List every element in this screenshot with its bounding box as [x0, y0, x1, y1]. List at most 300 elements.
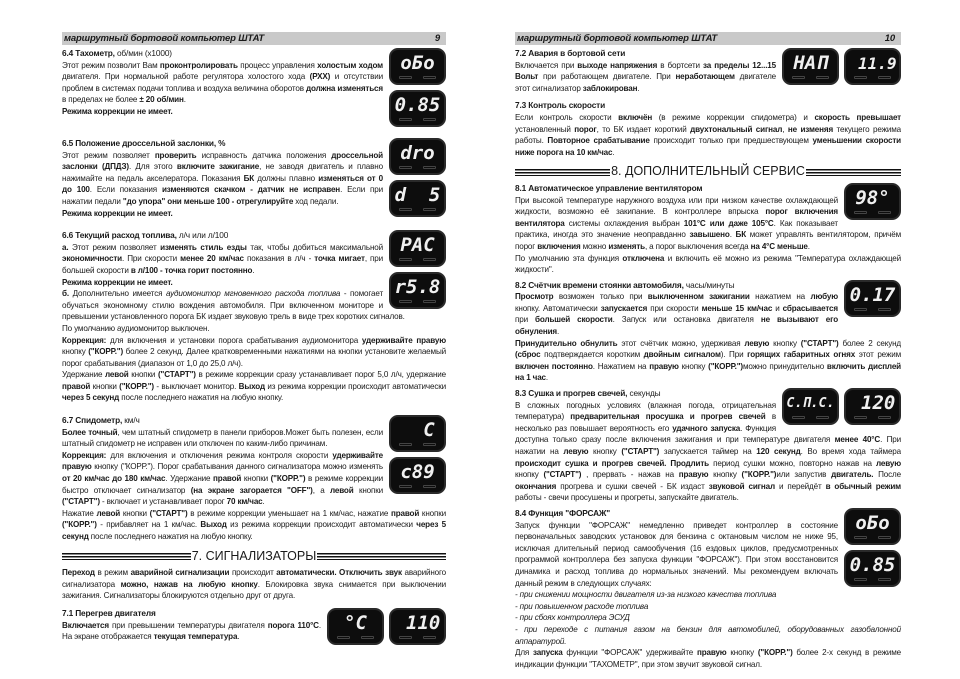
text: и отсутствии проблем в системах подачи топлива и воздуха величина оборотов	[62, 72, 383, 93]
button-indicator-icon	[854, 211, 867, 214]
text: системы охлаждения выбран	[564, 218, 684, 228]
title-text: 8.2 Счётчик времени стоянки автомобиля,	[515, 279, 684, 290]
text: подтверждается коротким	[540, 350, 644, 360]
bold-text: запуска	[532, 648, 563, 658]
text: .	[262, 497, 265, 507]
bold-text: б.	[62, 289, 69, 299]
bold-text: удерживайте правую	[361, 335, 446, 345]
bold-text: Коррекция:	[62, 335, 107, 345]
bold-text: холостым ходом	[317, 60, 383, 70]
bold-text: ("СТАРТ")	[800, 338, 839, 348]
section-7-2-voltage	[515, 48, 901, 94]
bold-text: порог	[574, 124, 597, 134]
bold-text: изменять	[608, 241, 645, 251]
bold-text: левой	[329, 485, 354, 495]
text: этот счётчик можно, удерживая	[617, 338, 745, 348]
bold-text: Более точный	[62, 427, 118, 437]
title-unit: л/ч или л/100	[176, 230, 229, 241]
bold-text: можно, нажав на любую кнопку	[120, 579, 258, 589]
display-images	[782, 48, 901, 85]
bold-text: удачного запуска	[672, 423, 741, 433]
bold-text: через 5 секунд	[62, 520, 446, 541]
bold-text: ("КОРР.")	[757, 648, 793, 658]
section-8-3-spark-plug-drying	[515, 388, 901, 504]
bold-text: Коррекция:	[62, 450, 107, 460]
section-6-4-tachometer	[62, 48, 446, 127]
bold-text: Выход	[200, 520, 227, 530]
title-unit: об/мин (x1000)	[114, 48, 172, 58]
bold-text: Повторное срабатывание	[547, 136, 650, 146]
section-6-5-throttle	[62, 138, 446, 219]
text: , а порог выключения всегда	[644, 241, 751, 251]
lcd-display	[844, 280, 901, 317]
text: После	[873, 470, 901, 480]
text: в бортсети	[657, 60, 704, 70]
text: Запуск функции "ФОРСАЖ" немедленно приведет контроллер в состояние первоначальных заводских установок для бензина с октановым числом не ниже 95, исключая длительный период самообучения (16 ездовых циклов, предусмотренных программой контроллера без запуска функции "ФОРСАЖ"). При этом восстановится динамика и расход топлива до нормальных значений. Мы рекомендуем включать данный режим в следующих случаях:	[515, 520, 838, 588]
button-indicator-icon	[878, 211, 891, 214]
bold-text: правой	[213, 474, 242, 484]
bold-text: точка мигает	[314, 254, 365, 264]
bold-text: левую	[563, 447, 589, 456]
button-indicator-icon	[399, 76, 412, 79]
lcd-display	[782, 48, 839, 85]
section-7-intro	[62, 567, 446, 602]
text: двигателя. При нормальной работе регулятора холостого хода	[62, 72, 310, 82]
text: . При скорости	[121, 254, 181, 264]
bold-text: левую	[744, 338, 770, 348]
text: кнопки	[241, 474, 271, 484]
text: происходит	[229, 568, 277, 578]
text: кнопку	[769, 338, 801, 348]
page-number: 9	[434, 32, 440, 44]
paragraph	[515, 612, 901, 624]
bold-text: горящих габаритных огнях	[747, 350, 856, 360]
text: , чем штатный спидометр в панели приборов.Может быть полезен, если штатный спидометр не исправен или отключен по каким-либо причинам.	[62, 427, 383, 449]
button-indicator-icon	[399, 485, 412, 488]
paragraph	[515, 338, 901, 384]
bold-text: 70 км/час	[226, 497, 263, 507]
text: и включить её можно из режима "Температура охлаждающей жидкости".	[515, 253, 901, 275]
title-text: 6.7 Спидометр,	[62, 415, 123, 426]
bold-text: в обычный режим	[825, 481, 901, 491]
section-8-4-forsazh	[515, 508, 901, 670]
text: этот режим	[855, 350, 901, 360]
bold-text: ("СТАРТ")	[157, 370, 196, 380]
bold-text: ± 20 об/мин	[139, 95, 184, 105]
button-indicator-icon	[399, 258, 412, 261]
button-indicator-icon	[854, 76, 867, 79]
text: . Запуск или остановка двигателя	[612, 315, 761, 325]
text: Дополнительно имеется	[68, 289, 167, 299]
text: кнопку	[726, 648, 758, 658]
text: - выключает монитор.	[153, 381, 239, 391]
title-unit: часы/минуты	[683, 279, 735, 290]
lcd-value: r5.8	[394, 276, 441, 299]
button-indicator-icon	[854, 578, 867, 581]
bold-text: включён	[618, 112, 653, 122]
text: запускается таймер на	[659, 447, 757, 456]
text: Этот режим позволяет	[68, 242, 161, 252]
bold-text: через 5 секунд	[62, 393, 120, 403]
button-indicator-icon	[854, 308, 867, 311]
text: процесс управления	[237, 60, 318, 70]
section-7-3-speed-control	[515, 100, 901, 158]
button-indicator-icon	[423, 76, 436, 79]
bold-text: ("КОРР.")	[708, 361, 743, 371]
bold-text: уменьшении скорости ниже порога на 10 км/час	[515, 136, 901, 157]
title-text: 8.3 Сушка и прогрев свечей,	[515, 388, 628, 399]
button-indicator-icon	[816, 76, 829, 79]
text: (в режиме коррекции спидометра) и	[652, 112, 815, 122]
text: . Нажатием на	[592, 361, 650, 371]
text: можно	[580, 241, 609, 251]
bold-text: звуковой сигнал	[708, 481, 775, 491]
button-indicator-icon	[423, 118, 436, 121]
lcd-display	[844, 388, 901, 425]
button-indicator-icon	[792, 76, 805, 79]
text: так, чтобы добиться максимальной	[246, 242, 383, 252]
title-text: 7.1 Перегрев двигателя	[62, 607, 156, 618]
lcd-value: 120	[849, 392, 896, 415]
lcd-display	[327, 608, 384, 645]
text: . Функция доступна только сразу после включения зажигания и при температуре двигателя	[515, 423, 835, 445]
button-indicator-icon	[399, 636, 412, 639]
paragraph	[515, 647, 901, 670]
bold-text: правой	[62, 381, 91, 391]
text: и	[772, 303, 783, 313]
bold-text: экономичности	[62, 254, 122, 264]
bold-text: ("КОРР.")	[119, 381, 154, 391]
bold-text: изменять стиль езды	[160, 242, 247, 252]
bold-text: "до упора" они меньше 100 - отрегулируйте	[122, 196, 294, 206]
bold-text: двухтональный сигнал	[690, 124, 783, 134]
bold-text: Переход	[62, 568, 95, 578]
bold-text: текущая температура	[153, 632, 238, 642]
bold-text: меньше 15 км/час	[701, 303, 773, 313]
bold-text: БК	[735, 230, 746, 240]
section-8-title: 8. ДОПОЛНИТЕЛЬНЫЙ СЕРВИС	[611, 164, 805, 179]
bold-text: Режима коррекции не имеет.	[62, 208, 173, 218]
text: кнопку	[708, 470, 742, 480]
title-text: 8.1 Автоматическое управление вентилятором	[515, 182, 703, 193]
bold-text: включить дисплей на 1 час	[515, 361, 901, 383]
text: кнопки	[120, 508, 150, 518]
title-unit: секунды	[627, 388, 661, 399]
header-title: маршрутный бортовой компьютер ШТАТ	[517, 32, 718, 44]
button-indicator-icon	[423, 636, 436, 639]
bold-text: правую	[649, 361, 679, 371]
section-6-7-speedometer	[62, 415, 446, 543]
text: показания в л/ч -	[243, 254, 315, 264]
text: . На экране отображается	[62, 620, 321, 642]
paragraph	[62, 323, 446, 335]
text: , то БК издает короткий	[596, 124, 691, 134]
lcd-display	[782, 388, 839, 425]
section-8-2-parking-timer	[515, 280, 901, 384]
italic-text: - при сбоях контроллера ЭСУД	[515, 613, 630, 623]
button-indicator-icon	[854, 536, 867, 539]
bold-text: проверить	[154, 150, 197, 160]
text: должны плавно	[254, 173, 319, 183]
text: . Для этого	[128, 162, 177, 172]
button-indicator-icon	[816, 416, 829, 419]
text: ход педали.	[293, 196, 339, 206]
text: . Если показания	[89, 185, 162, 195]
button-indicator-icon	[361, 636, 374, 639]
bold-text: Режима коррекции не имеет.	[62, 277, 173, 287]
italic-text: аудиомонитор мгновенного расхода топлива	[166, 289, 341, 299]
paragraph	[62, 567, 446, 602]
text: , прервать - нажав на	[581, 470, 679, 480]
text: двигателе этот сигнализатор	[515, 72, 776, 93]
title-text: 6.4 Тахометр,	[62, 48, 115, 58]
bold-text: менее 40°С	[834, 435, 881, 445]
lcd-value: HAП	[793, 52, 828, 74]
bold-text: а.	[62, 242, 69, 252]
section-6-6-fuel	[62, 230, 446, 404]
lcd-display	[389, 138, 446, 175]
text: в пределах не более	[62, 95, 140, 105]
text: в режиме коррекции уменьшает на 1 км/час, нажатие	[187, 508, 391, 518]
bold-text: заблокирован	[582, 83, 638, 93]
paragraph	[62, 369, 446, 404]
bold-text: любую	[810, 292, 839, 302]
bold-text: ("СТАРТ")	[621, 447, 660, 456]
bold-text: выходе напряжения	[577, 60, 658, 70]
text: - включает и устанавливает порог	[99, 497, 227, 507]
text: , не заводя двигатель и плавно нажимайте на педаль акселератора. Показания	[62, 162, 383, 183]
bold-text: Выход	[238, 381, 265, 391]
bold-text: менее 20 км/час	[180, 254, 244, 264]
bold-text: окончания	[515, 481, 557, 491]
text: может управлять вентилятором, причём порог	[515, 230, 901, 251]
text: период сушки можно, повторно нажав на	[709, 458, 877, 468]
lcd-value: оБо	[400, 52, 435, 74]
text: .	[183, 95, 186, 105]
page-header	[515, 32, 901, 45]
button-indicator-icon	[792, 416, 805, 419]
bold-text: (на экране загорается "OFF")	[190, 485, 313, 495]
button-indicator-icon	[878, 76, 891, 79]
bold-text: сбрасывается	[782, 303, 838, 313]
bold-text: автоматически. Отключить звук	[276, 568, 402, 578]
lcd-value: d 5	[394, 184, 441, 206]
lcd-value: 110	[394, 611, 441, 634]
text: в несколько раз повышает вероятность его	[515, 412, 776, 433]
title-text: 7.2 Авария в бортовой сети	[515, 48, 626, 58]
text: - помогает обучаться экономному стилю вождения автомобиля. При включенном мониторе и превышении установленного порога БК издает звуковую трель в виде трех коротких сигналов.	[62, 289, 405, 322]
text: кнопки	[353, 485, 384, 495]
bold-text: от 20 км/час до 180 км/час	[62, 474, 166, 484]
lcd-display	[844, 183, 901, 220]
text: из режима коррекции происходит автоматически	[226, 520, 417, 530]
lcd-value: 0.17	[849, 283, 896, 306]
button-indicator-icon	[423, 258, 436, 261]
text: исправность датчика положения	[196, 150, 332, 160]
lcd-value: 0.85	[394, 94, 441, 116]
bold-text: большей скорости	[535, 315, 613, 325]
display-images	[389, 138, 446, 217]
text: . При нажатии на	[515, 435, 901, 456]
display-images	[844, 280, 901, 317]
bold-text: правой	[390, 508, 420, 518]
bold-text: левой	[104, 370, 129, 380]
text: происходит только при предшествующем	[649, 136, 813, 146]
text: . Во время хода таймера	[800, 447, 901, 456]
display-images	[844, 508, 901, 587]
lcd-display	[389, 230, 446, 267]
bold-text: изменяться от 0 до 100	[62, 173, 383, 195]
button-indicator-icon	[399, 443, 412, 446]
paragraph	[515, 253, 901, 276]
text: для включения и отключения режима контроля скорости	[106, 450, 333, 460]
section-7-title: 7. СИГНАЛИЗАТОРЫ	[191, 548, 317, 563]
text: .	[637, 83, 640, 93]
display-images	[389, 230, 446, 309]
text: кнопку	[515, 470, 544, 480]
bold-text: двигатель.	[831, 470, 874, 480]
title-text: 6.5 Положение дроссельной заслонки, %	[62, 138, 226, 148]
title-text: 7.3 Контроль скорости	[515, 100, 606, 111]
paragraph	[515, 589, 901, 601]
text: Удержание	[62, 370, 105, 380]
bold-text: ("КОРР.")	[62, 520, 97, 530]
text: Если контроль скорости	[515, 112, 619, 122]
text: . Удержание	[165, 474, 214, 484]
bold-text: аварийной сигнализации	[130, 568, 230, 578]
text: текущего режима работы.	[515, 124, 901, 146]
text: возможен только при	[553, 292, 648, 302]
text: кнопки	[90, 381, 120, 391]
text: . Как показывает практика, иногда это значение неоправданно	[515, 218, 838, 240]
text: более 2 секунд. Далее кратковременными нажатиями на кнопки установите желаемый порог срабатывания (диапазон от 1,0 до 25,0 л/ч).	[62, 347, 446, 368]
italic-text: - при повышенном расходе топлива	[515, 601, 649, 611]
lcd-display	[389, 48, 446, 85]
bold-text: неработающем	[675, 72, 735, 82]
text: после последнего нажатия на любую кнопку.	[88, 532, 253, 541]
bold-text: отключена	[622, 253, 665, 263]
text: аварийного сигнализатора	[62, 568, 446, 589]
text: Включается при	[515, 60, 578, 70]
text: .	[807, 241, 810, 251]
bold-text: за пределы 12...15 Вольт	[515, 60, 776, 82]
lcd-value: c89	[400, 461, 435, 484]
text: По умолчанию эта функция	[515, 253, 623, 263]
bold-text: ("СТАРТ")	[62, 497, 100, 507]
lcd-value: 98°	[855, 186, 890, 209]
bold-text: ("СТАРТ")	[149, 508, 188, 518]
text: при работающем двигателе. При	[538, 72, 676, 82]
text: при скорости	[647, 303, 702, 313]
paragraph	[515, 112, 901, 158]
bold-text: правую	[678, 470, 709, 480]
text: можно принудительно	[742, 361, 827, 371]
text: более 2-х секунд в режиме индикации функции "ТАХОМЕТР", при этом звучит звуковой сигнал.	[515, 648, 901, 669]
text: для включения и установки порога срабатывания аудиомонитора	[106, 335, 362, 345]
text: кнопки	[419, 508, 446, 518]
bold-text: не изменяя	[787, 124, 834, 134]
text: кнопку	[588, 447, 622, 456]
lcd-display	[389, 272, 446, 309]
text: .	[612, 147, 615, 157]
bold-text: 101°С или даже 105°С	[683, 218, 774, 228]
bold-text: Режима коррекции не имеет.	[62, 106, 173, 116]
bold-text: ("КОРР.")	[741, 470, 777, 480]
button-indicator-icon	[399, 118, 412, 121]
bold-text: выключенном зажигании	[647, 292, 750, 302]
page-9	[62, 30, 446, 645]
bold-text: ("КОРР.")	[270, 474, 306, 484]
button-indicator-icon	[337, 636, 350, 639]
bold-text: скорость превышает	[814, 112, 901, 122]
text: работы - свечи просушены и прогреты, запускайте двигатель.	[515, 493, 739, 503]
text: после последнего нажатия на любую кнопку.	[119, 393, 284, 403]
italic-text: - при переходе с питания газом на бензин для автомобилей, оборудованных газобалонной аппаратурой.	[515, 624, 901, 646]
lcd-value: °C	[344, 611, 367, 634]
bold-text: включения	[537, 241, 581, 251]
title-text: 8.4 Функция "ФОРСАЖ"	[515, 507, 611, 518]
text: ). При	[720, 350, 748, 360]
lcd-display	[844, 508, 901, 545]
page-number: 10	[884, 32, 895, 44]
text: .	[729, 230, 736, 240]
text: Этот режим позволит Вам	[62, 60, 160, 70]
lcd-display	[389, 90, 446, 127]
bold-text: на 4°С меньше	[750, 241, 808, 251]
text: . Блокировка звука снимается при выключении зажигания. Сигнализаторы блокируются отдельно друг от друга.	[62, 579, 446, 601]
bold-text: запускается	[600, 303, 648, 313]
text: кнопку ("КОРР."). Порог срабатывания данного сигнализатора можно изменять	[91, 462, 383, 472]
bold-text: происходит сушка и прогрев свечей. Продлить	[515, 458, 709, 468]
button-indicator-icon	[423, 300, 436, 303]
display-images	[389, 48, 446, 127]
text: функции "ФОРСАЖ" удерживайте	[562, 648, 697, 658]
bold-text: ("СТАРТ")	[543, 470, 582, 480]
lcd-value: PAC	[400, 234, 435, 257]
paragraph	[62, 335, 446, 370]
bold-text: Просмотр	[515, 292, 554, 302]
lcd-value: оБо	[855, 511, 890, 534]
text: , а	[312, 485, 330, 495]
bold-text: проконтролировать	[159, 60, 238, 70]
bold-text: включите зажигание	[176, 162, 260, 172]
button-indicator-icon	[423, 485, 436, 488]
button-indicator-icon	[878, 416, 891, 419]
page-10	[515, 30, 901, 670]
display-images	[844, 183, 901, 220]
bold-text: порога 110°С	[267, 620, 319, 630]
text: При высокой температуре наружного воздуха или при низком качестве охлаждающей жидкости, возможно её закипание. В контроллере впрыска	[515, 195, 838, 217]
text: нажатием на	[749, 292, 811, 302]
button-indicator-icon	[878, 578, 891, 581]
bold-text: в л/100 - точка горит постоянно	[130, 265, 253, 275]
bold-text: левую	[876, 458, 901, 468]
text: кнопку. Автоматически	[515, 303, 601, 313]
button-indicator-icon	[878, 308, 891, 311]
section-7-1-overheat	[62, 608, 446, 645]
text: более 2 секунд	[838, 338, 901, 348]
lcd-value: C	[400, 419, 435, 442]
text: Этот режим позволяет	[62, 150, 155, 160]
text: кнопки	[128, 370, 158, 380]
bold-text: двойным сигналом	[643, 350, 721, 360]
bold-text: правую	[696, 648, 727, 658]
text: при превышении температуры двигателя	[108, 620, 268, 630]
display-images	[327, 608, 446, 645]
text: в режиме коррекции быстро отключает сигнализатор	[62, 474, 384, 495]
lcd-display	[844, 48, 901, 85]
bold-text: левой	[96, 508, 121, 518]
